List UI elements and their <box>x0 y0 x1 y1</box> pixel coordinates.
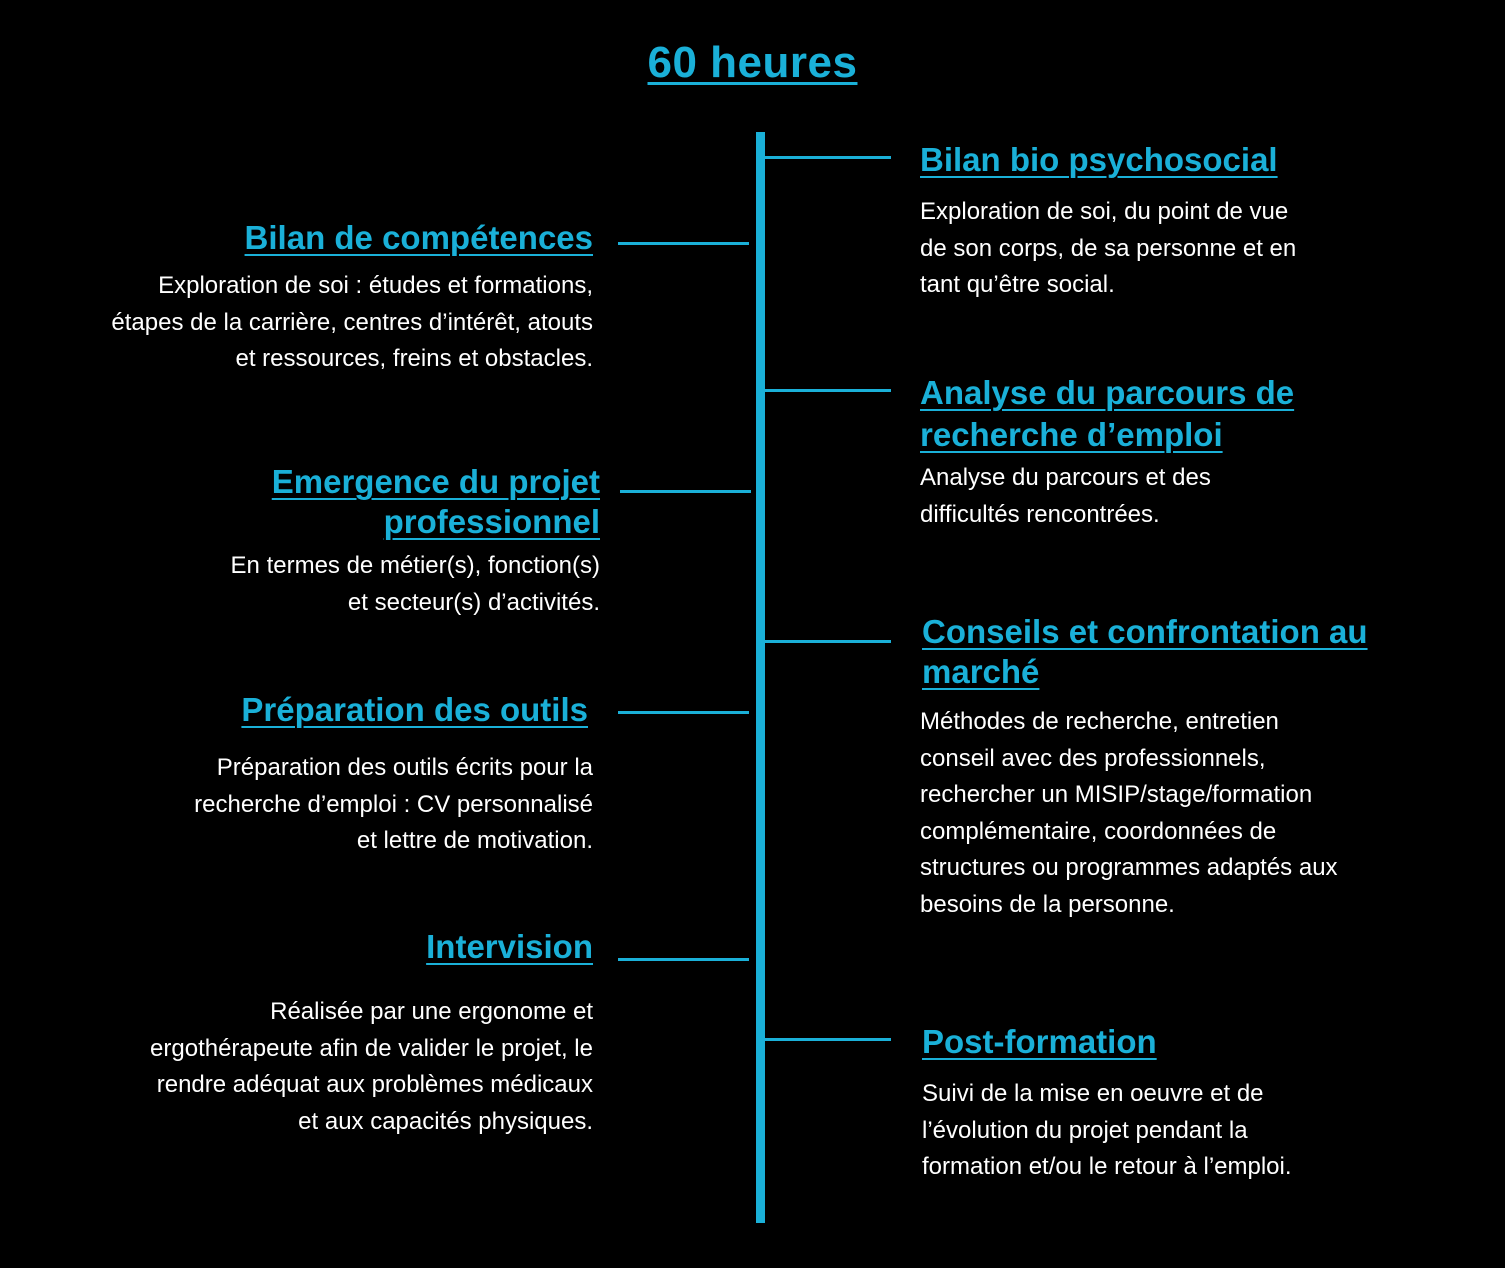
step-bilan-bio-psychosocial <box>920 140 1480 304</box>
connector-right-1 <box>765 156 891 159</box>
step-description: Préparation des outils écrits pour la recherche d’emploi : CV personnalisé et lettre de motivation. <box>194 754 593 854</box>
timeline-spine <box>756 132 765 1223</box>
step-heading: Bilan de compétences <box>244 219 593 256</box>
connector-left-1 <box>618 242 749 245</box>
step-post-formation <box>922 1022 1482 1186</box>
page-title: 60 heures <box>647 38 858 87</box>
step-description: Analyse du parcours et des difficultés rencontrées. <box>920 464 1211 528</box>
step-emergence-projet <box>0 462 600 621</box>
step-heading: Analyse du parcours de recherche d’emploi <box>920 374 1295 453</box>
connector-left-3 <box>618 711 749 714</box>
step-description: Exploration de soi : études et formations, étapes de la carrière, centres d’intérêt, atouts et ressources, freins et obstacles. <box>111 272 593 372</box>
step-intervision-desc <box>0 994 593 1140</box>
step-heading: Préparation des outils <box>241 691 588 728</box>
step-heading: Bilan bio psychosocial <box>920 141 1278 178</box>
step-heading: Intervision <box>426 928 593 965</box>
step-heading: Post-formation <box>922 1023 1157 1060</box>
step-description: Méthodes de recherche, entretien conseil avec des professionnels, rechercher un MISIP/stage/formation complémentaire, coordonnées de structures ou programmes adaptés aux besoins de la personne. <box>920 708 1338 918</box>
connector-left-2 <box>620 490 751 493</box>
connector-right-4 <box>765 1038 891 1041</box>
step-description: Suivi de la mise en oeuvre et de l’évolution du projet pendant la formation et/ou le retour à l’emploi. <box>922 1080 1292 1180</box>
step-preparation-outils-desc <box>0 750 593 860</box>
step-analyse-parcours <box>920 372 1480 533</box>
step-heading: Conseils et confrontation au marché <box>922 613 1368 690</box>
step-heading: Emergence du projet professionnel <box>271 463 600 540</box>
connector-left-4 <box>618 958 749 961</box>
step-description: En termes de métier(s), fonction(s) et secteur(s) d’activités. <box>230 552 600 616</box>
step-bilan-competences <box>0 218 593 378</box>
connector-right-2 <box>765 389 891 392</box>
step-description: Exploration de soi, du point de vue de son corps, de sa personne et en tant qu’être social. <box>920 198 1297 298</box>
step-intervision <box>0 927 593 967</box>
step-conseils-confrontation <box>922 612 1482 923</box>
step-preparation-outils <box>0 690 588 730</box>
step-description: Réalisée par une ergonome et ergothérapeute afin de valider le projet, le rendre adéquat aux problèmes médicaux et aux capacités physiques. <box>150 998 593 1135</box>
connector-right-3 <box>765 640 891 643</box>
